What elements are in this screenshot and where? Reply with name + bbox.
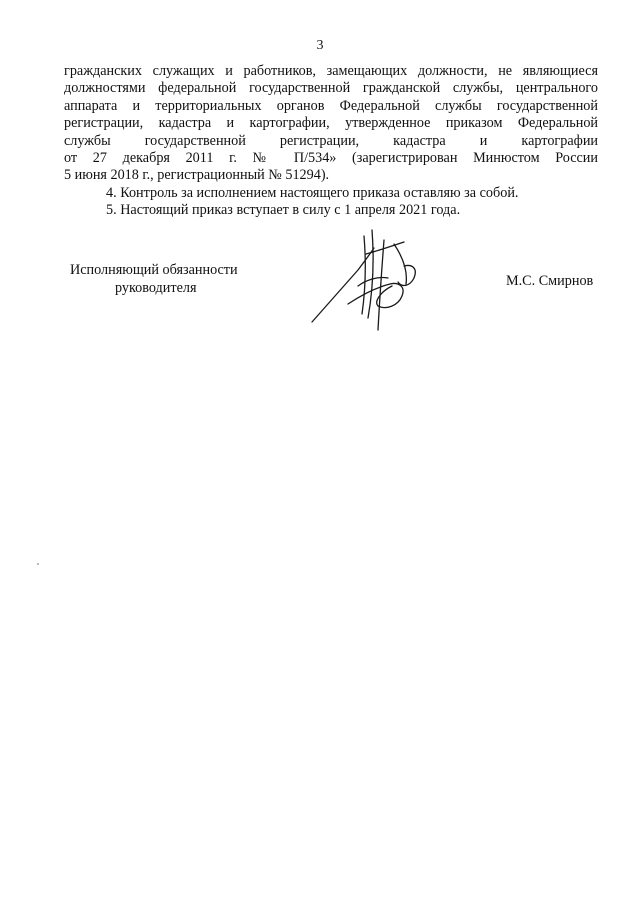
signatory-name: М.С. Смирнов: [506, 273, 594, 289]
handwritten-signature: [308, 226, 426, 334]
paragraph-line: регистрации, кадастра и картографии, утвержденное приказом Федеральной: [64, 115, 598, 132]
document-body: [64, 63, 598, 220]
signatory-title: [70, 261, 238, 297]
item-5: 5. Настоящий приказ вступает в силу с 1 апреля 2021 года.: [106, 202, 461, 219]
signatory-title-line1: Исполняющий обязанности: [70, 262, 238, 278]
paragraph-line: 5 июня 2018 г., регистрационный № 51294).: [64, 167, 330, 184]
paragraph-line: должностями федеральной государственной гражданской службы, центрального: [64, 80, 598, 97]
paragraph-line: службы государственной регистрации, кадастра и картографии: [64, 132, 598, 149]
item-4: 4. Контроль за исполнением настоящего приказа оставляю за собой.: [106, 184, 519, 201]
paragraph-line: от 27 декабря 2011 г. № П/534» (зарегистрирован Минюстом России: [64, 150, 598, 167]
paragraph-line: гражданских служащих и работников, замещающих должности, не являющиеся: [64, 63, 598, 79]
page-number: 3: [316, 38, 324, 53]
paragraph-line: аппарата и территориальных органов Федеральной службы государственной: [64, 97, 598, 114]
scan-speck: [37, 563, 39, 565]
signatory-title-line2: руководителя: [115, 280, 197, 296]
